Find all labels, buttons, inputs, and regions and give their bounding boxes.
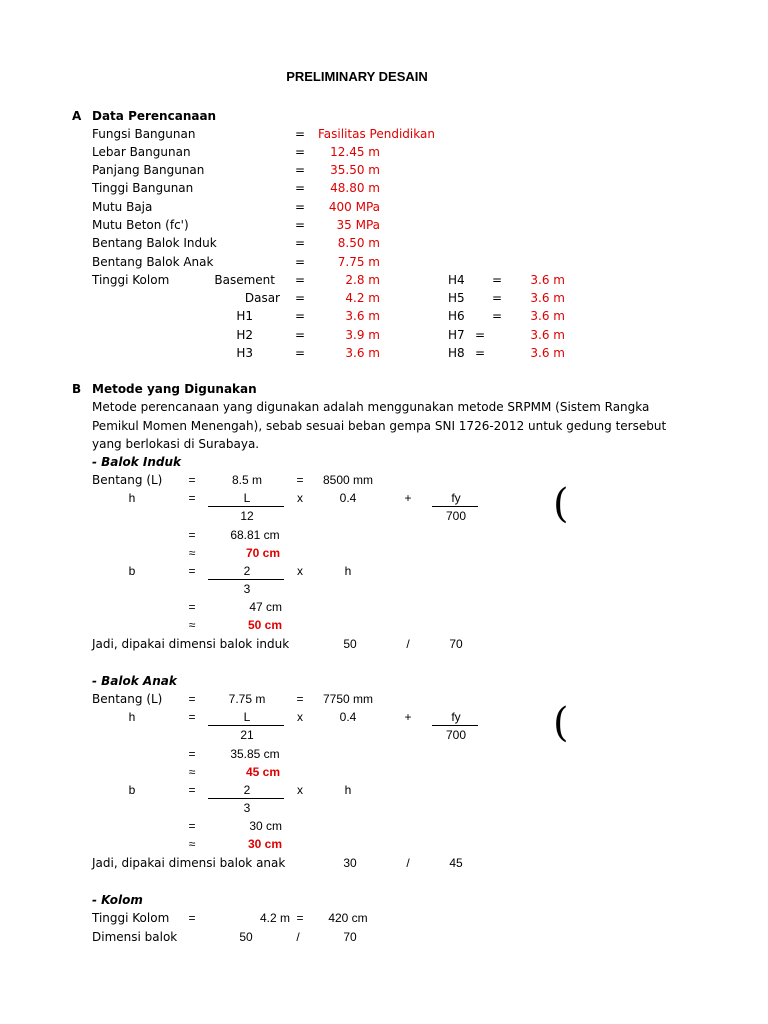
balok_induk-fy-den: 700 xyxy=(445,509,467,523)
balok_anak-h-den: 21 xyxy=(240,728,254,742)
balok_induk-h-num: L xyxy=(243,491,251,505)
kolom-eq: = xyxy=(491,309,503,323)
balok_anak-h-label: h xyxy=(128,710,136,724)
balok_anak-dim-h: 45 xyxy=(449,856,463,870)
data-value: 400 MPa xyxy=(328,200,380,214)
balok_anak-heading: - Balok Anak xyxy=(92,674,177,688)
balok_induk-factor: 0.4 xyxy=(339,491,357,505)
balok_induk-h-calc: 68.81 cm xyxy=(230,528,280,542)
kolom-eq: = xyxy=(491,273,503,287)
kolom-name: Basement xyxy=(214,273,275,287)
balok_anak-approx: ≈ xyxy=(188,765,196,779)
balok_anak-times: x xyxy=(297,783,303,797)
kolom-eq: = xyxy=(474,328,486,342)
kolom-value: 3.6 m xyxy=(530,273,565,287)
kolom-name: H3 xyxy=(236,346,253,360)
balok_induk-eq: = xyxy=(188,564,196,578)
method-paragraph-line-2: Pemikul Momen Menengah), sebab sesuai beban gempa SNI 1726-2012 untuk gedung tersebut xyxy=(92,419,667,433)
balok_induk-b-round: 50 cm xyxy=(247,618,282,632)
balok_anak-b-calc: 30 cm xyxy=(249,819,282,833)
balok_induk-h-den: 12 xyxy=(240,509,254,523)
kolom-dim-label: Dimensi balok xyxy=(92,930,178,944)
balok_induk-eq: = xyxy=(188,473,196,487)
balok_anak-h-calc: 35.85 cm xyxy=(230,747,280,761)
data-value: 35 MPa xyxy=(336,218,380,232)
section-b-letter: B xyxy=(72,382,82,396)
balok_induk-bentang-label: Bentang (L) xyxy=(92,473,163,487)
kolom-dim-slash: / xyxy=(296,930,300,944)
data-value: 7.75 m xyxy=(337,255,380,269)
kolom-name: H4 xyxy=(448,273,465,287)
kolom-eq: = xyxy=(294,309,306,323)
balok_anak-fy-num: fy xyxy=(451,710,461,724)
balok_anak-approx: ≈ xyxy=(188,837,196,851)
kolom-eq: = xyxy=(294,346,306,360)
kolom-value: 3.6 m xyxy=(345,309,380,323)
data-label: Mutu Baja xyxy=(92,200,153,214)
kolom-eq-1: = xyxy=(188,911,196,925)
kolom-eq: = xyxy=(294,291,306,305)
balok_induk-slash: / xyxy=(406,637,410,651)
balok_anak-b-label: b xyxy=(128,783,136,797)
balok_anak-eq: = xyxy=(188,783,196,797)
balok_anak-b-den: 3 xyxy=(243,801,251,815)
balok_induk-h-round: 70 cm xyxy=(245,546,281,560)
balok_anak-h-num: L xyxy=(243,710,251,724)
balok_induk-b-fraction-line xyxy=(208,579,284,580)
balok_anak-b-h: h xyxy=(344,783,352,797)
data-eq: = xyxy=(294,236,306,250)
balok_induk-times: x xyxy=(297,564,303,578)
section-b-heading: Metode yang Digunakan xyxy=(92,382,257,396)
data-value: 35.50 m xyxy=(330,163,380,177)
kolom-name: Dasar xyxy=(244,291,280,305)
data-value: 12.45 m xyxy=(330,145,380,159)
kolom-value: 3.6 m xyxy=(530,328,565,342)
balok_induk-open-bracket: ( xyxy=(553,481,569,527)
balok_anak-b-round: 30 cm xyxy=(247,837,282,851)
kolom-tinggi-cm: 420 cm xyxy=(328,911,368,925)
data-eq: = xyxy=(294,145,306,159)
data-value: 48.80 m xyxy=(330,181,380,195)
balok_anak-bentang-label: Bentang (L) xyxy=(92,692,163,706)
balok_induk-b-den: 3 xyxy=(243,582,251,596)
kolom-value: 3.6 m xyxy=(530,309,565,323)
data-eq: = xyxy=(294,163,306,177)
data-value: 8.50 m xyxy=(337,236,380,250)
balok_induk-dim-h: 70 xyxy=(449,637,463,651)
data-label: Lebar Bangunan xyxy=(92,145,191,159)
balok_anak-open-bracket: ( xyxy=(553,700,569,746)
balok_induk-times: x xyxy=(297,491,303,505)
balok_induk-dim-b: 50 xyxy=(343,637,357,651)
balok_anak-h-round: 45 cm xyxy=(245,765,281,779)
balok_anak-bentang-mm: 7750 mm xyxy=(322,692,374,706)
balok_anak-eq: = xyxy=(188,747,196,761)
balok_induk-approx: ≈ xyxy=(188,546,196,560)
kolom-name: H1 xyxy=(236,309,253,323)
kolom-value: 2.8 m xyxy=(345,273,380,287)
kolom-label: Tinggi Kolom xyxy=(92,273,170,287)
data-label: Mutu Beton (fc') xyxy=(92,218,189,232)
kolom-name: H5 xyxy=(448,291,465,305)
balok_induk-eq: = xyxy=(188,528,196,542)
balok_induk-b-calc: 47 cm xyxy=(249,600,282,614)
kolom-eq-2: = xyxy=(296,911,304,925)
balok_induk-eq: = xyxy=(188,600,196,614)
balok_induk-h-label: h xyxy=(128,491,136,505)
kolom-value: 4.2 m xyxy=(345,291,380,305)
data-label: Fungsi Bangunan xyxy=(92,127,196,141)
kolom-heading: - Kolom xyxy=(92,893,143,907)
balok_induk-b-label: b xyxy=(128,564,136,578)
kolom-value: 3.9 m xyxy=(345,328,380,342)
balok_anak-fy-fraction-line xyxy=(432,725,478,726)
data-eq: = xyxy=(294,218,306,232)
balok_induk-eq: = xyxy=(188,491,196,505)
data-label: Bentang Balok Anak xyxy=(92,255,214,269)
kolom-value: 3.6 m xyxy=(530,291,565,305)
balok_induk-fy-fraction-line xyxy=(432,506,478,507)
balok_anak-fy-den: 700 xyxy=(445,728,467,742)
kolom-name: H6 xyxy=(448,309,465,323)
method-paragraph-line-3: yang berlokasi di Surabaya. xyxy=(92,437,260,451)
kolom-value: 3.6 m xyxy=(345,346,380,360)
method-paragraph-line-1: Metode perencanaan yang digunakan adalah menggunakan metode SRPMM (Sistem Rangka xyxy=(92,400,650,414)
balok_induk-h-fraction-line xyxy=(208,506,284,507)
balok_induk-bentang-mm: 8500 mm xyxy=(322,473,374,487)
kolom-dim-b: 50 xyxy=(239,930,253,944)
page-title: PRELIMINARY DESAIN xyxy=(286,69,428,84)
kolom-eq: = xyxy=(294,273,306,287)
balok_induk-fy-num: fy xyxy=(451,491,461,505)
balok_anak-b-num: 2 xyxy=(243,783,251,797)
balok_anak-times: x xyxy=(297,710,303,724)
balok_anak-factor: 0.4 xyxy=(339,710,357,724)
balok_anak-b-fraction-line xyxy=(208,798,284,799)
data-label: Bentang Balok Induk xyxy=(92,236,217,250)
balok_induk-heading: - Balok Induk xyxy=(92,455,182,469)
kolom-name: H8 xyxy=(448,346,465,360)
kolom-eq: = xyxy=(474,346,486,360)
balok_induk-bentang-m: 8.5 m xyxy=(231,473,262,487)
kolom-tinggi-m: 4.2 m xyxy=(259,911,290,925)
data-eq: = xyxy=(294,127,306,141)
balok_anak-eq: = xyxy=(188,692,196,706)
kolom-eq: = xyxy=(491,291,503,305)
balok_anak-eq: = xyxy=(188,819,196,833)
kolom-name: H7 xyxy=(448,328,465,342)
balok_induk-plus: + xyxy=(404,491,412,505)
kolom-value: 3.6 m xyxy=(530,346,565,360)
data-eq: = xyxy=(294,255,306,269)
kolom-eq: = xyxy=(294,328,306,342)
section-a-heading: Data Perencanaan xyxy=(92,109,217,123)
kolom-name: H2 xyxy=(236,328,253,342)
balok_induk-approx: ≈ xyxy=(188,618,196,632)
balok_anak-h-fraction-line xyxy=(208,725,284,726)
data-eq: = xyxy=(294,200,306,214)
balok_anak-eq: = xyxy=(188,710,196,724)
balok_induk-jadi: Jadi, dipakai dimensi balok induk xyxy=(92,637,290,651)
balok_anak-dim-b: 30 xyxy=(343,856,357,870)
balok_anak-bentang-m: 7.75 m xyxy=(228,692,266,706)
balok_anak-plus: + xyxy=(404,710,412,724)
balok_induk-b-num: 2 xyxy=(243,564,251,578)
kolom-tinggi-label: Tinggi Kolom xyxy=(92,911,170,925)
data-label: Panjang Bangunan xyxy=(92,163,205,177)
section-a-letter: A xyxy=(72,109,82,123)
data-label: Tinggi Bangunan xyxy=(92,181,194,195)
balok_anak-slash: / xyxy=(406,856,410,870)
data-value: Fasilitas Pendidikan xyxy=(318,127,435,141)
kolom-dim-h: 70 xyxy=(343,930,357,944)
balok_anak-jadi: Jadi, dipakai dimensi balok anak xyxy=(92,856,286,870)
balok_induk-eq: = xyxy=(296,473,304,487)
balok_anak-eq: = xyxy=(296,692,304,706)
data-eq: = xyxy=(294,181,306,195)
balok_induk-b-h: h xyxy=(344,564,352,578)
